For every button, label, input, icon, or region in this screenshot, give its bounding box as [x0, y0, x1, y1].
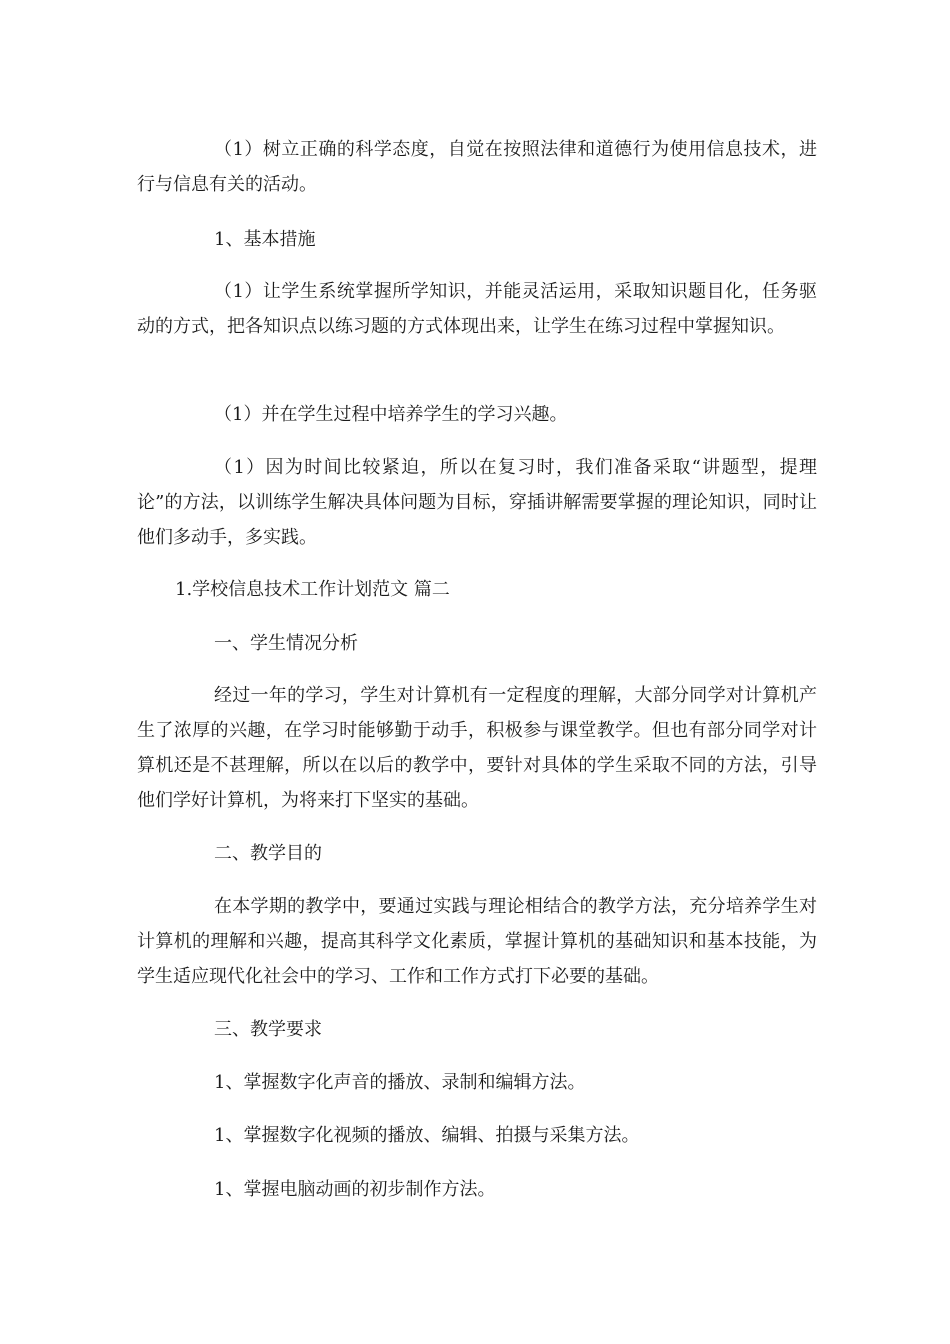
- paragraph-knowledge: （1）让学生系统掌握所学知识，并能灵活运用，采取知识题目化，任务驱动的方式，把各知识点以练习题的方式体现出来，让学生在练习过程中掌握知识。: [137, 281, 817, 337]
- heading-basic-measures: 1、基本措施: [214, 229, 316, 250]
- paragraph-attitude: （1）树立正确的科学态度，自觉在按照法律和道德行为使用信息技术，进行与信息有关的活动。: [137, 139, 817, 195]
- requirement-animation: 1、掌握电脑动画的初步制作方法。: [214, 1179, 496, 1200]
- requirement-video: 1、掌握数字化视频的播放、编辑、拍摄与采集方法。: [214, 1125, 640, 1146]
- heading-teaching-requirements: 三、教学要求: [214, 1019, 322, 1040]
- paragraph-interest: （1）并在学生过程中培养学生的学习兴趣。: [214, 404, 568, 425]
- heading-teaching-purpose: 二、教学目的: [214, 843, 322, 864]
- section-title-part-two: 1.学校信息技术工作计划范文 篇二: [175, 579, 450, 600]
- paragraph-review: （1）因为时间比较紧迫，所以在复习时，我们准备采取“讲题型，提理论”的方法，以训练学生解决具体问题为目标，穿插讲解需要掌握的理论知识，同时让他们多动手，多实践。: [137, 457, 817, 548]
- paragraph-student-analysis: 经过一年的学习，学生对计算机有一定程度的理解，大部分同学对计算机产生了浓厚的兴趣，在学习时能够勤于动手，积极参与课堂教学。但也有部分同学对计算机还是不甚理解，所以在以后的教学中，要针对具体的学生采取不同的方法，引导他们学好计算机，为将来打下坚实的基础。: [137, 685, 817, 811]
- heading-student-analysis: 一、学生情况分析: [214, 633, 358, 654]
- requirement-audio: 1、掌握数字化声音的播放、录制和编辑方法。: [214, 1072, 586, 1093]
- paragraph-teaching-purpose: 在本学期的教学中，要通过实践与理论相结合的教学方法，充分培养学生对计算机的理解和兴趣，提高其科学文化素质，掌握计算机的基础知识和基本技能，为学生适应现代化社会中的学习、工作和工作方式打下必要的基础。: [137, 896, 817, 987]
